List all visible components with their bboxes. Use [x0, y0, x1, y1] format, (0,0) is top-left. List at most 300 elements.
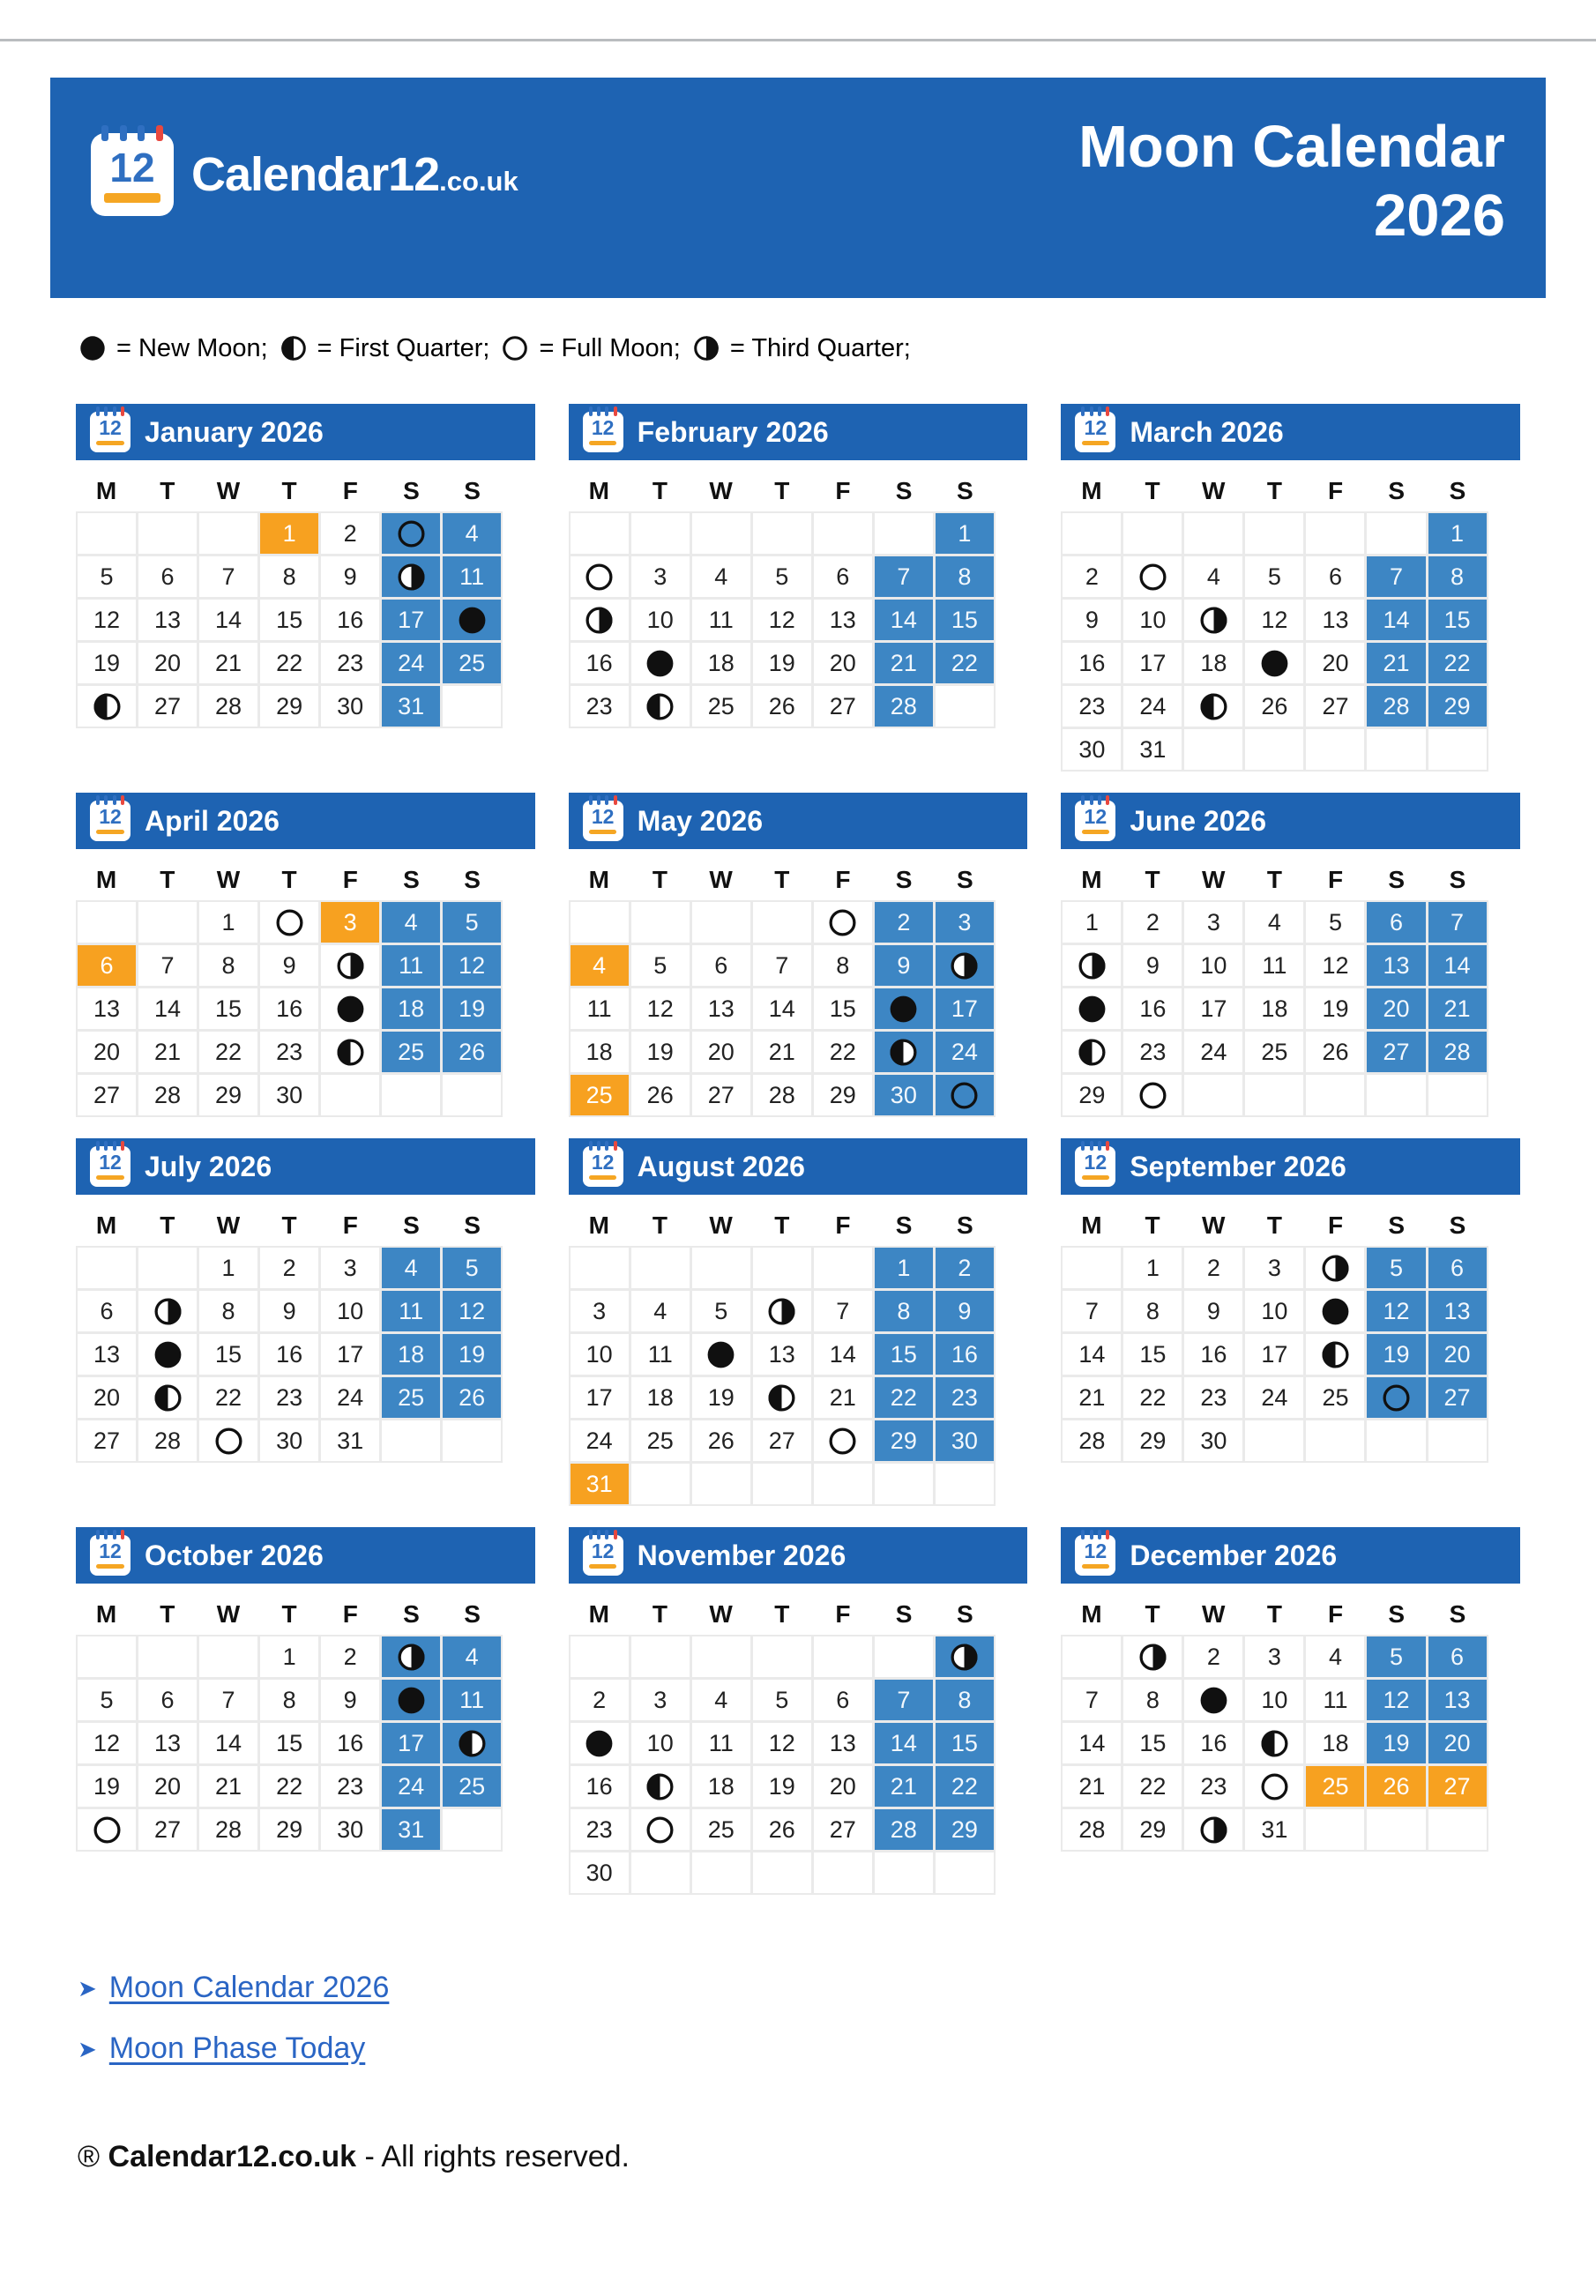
day-cell-moon-full[interactable]	[814, 1420, 872, 1461]
day-cell[interactable]: 21	[199, 1766, 257, 1807]
day-cell[interactable]: 19	[753, 1766, 811, 1807]
day-cell-moon-new[interactable]	[692, 1334, 750, 1375]
day-cell[interactable]: 18	[692, 643, 750, 683]
day-cell[interactable]: 21	[875, 643, 933, 683]
day-cell[interactable]: 23	[936, 1377, 994, 1418]
day-cell[interactable]: 17	[382, 600, 440, 640]
day-cell[interactable]: 12	[443, 945, 501, 986]
day-cell[interactable]: 10	[631, 600, 690, 640]
day-cell[interactable]: 13	[692, 988, 750, 1029]
day-cell[interactable]: 21	[199, 643, 257, 683]
day-cell[interactable]: 1	[1063, 902, 1121, 943]
day-cell[interactable]: 28	[753, 1075, 811, 1115]
day-cell[interactable]: 15	[1123, 1334, 1182, 1375]
day-cell[interactable]: 1	[936, 513, 994, 554]
day-cell[interactable]: 27	[1428, 1377, 1487, 1418]
day-cell[interactable]: 30	[260, 1420, 318, 1461]
day-cell[interactable]: 19	[1367, 1723, 1425, 1763]
day-cell[interactable]: 2	[321, 513, 379, 554]
day-cell[interactable]: 23	[571, 1809, 629, 1850]
day-cell[interactable]: 22	[936, 1766, 994, 1807]
day-cell[interactable]: 3	[321, 902, 379, 943]
day-cell[interactable]: 2	[1063, 556, 1121, 597]
day-cell[interactable]: 23	[1063, 686, 1121, 727]
day-cell-moon-new[interactable]	[382, 1680, 440, 1720]
day-cell[interactable]: 23	[1184, 1377, 1242, 1418]
day-cell[interactable]: 16	[1123, 988, 1182, 1029]
day-cell[interactable]: 16	[1063, 643, 1121, 683]
day-cell[interactable]: 7	[1428, 902, 1487, 943]
day-cell[interactable]: 24	[321, 1377, 379, 1418]
day-cell[interactable]: 23	[1123, 1032, 1182, 1072]
day-cell[interactable]: 16	[1184, 1723, 1242, 1763]
day-cell[interactable]: 21	[814, 1377, 872, 1418]
day-cell[interactable]: 29	[814, 1075, 872, 1115]
day-cell-moon-third[interactable]	[321, 945, 379, 986]
day-cell[interactable]: 29	[260, 686, 318, 727]
day-cell[interactable]: 18	[382, 1334, 440, 1375]
day-cell[interactable]: 5	[443, 902, 501, 943]
day-cell[interactable]: 25	[382, 1032, 440, 1072]
day-cell[interactable]: 16	[321, 1723, 379, 1763]
day-cell[interactable]: 30	[936, 1420, 994, 1461]
day-cell[interactable]: 31	[1245, 1809, 1303, 1850]
day-cell[interactable]: 24	[571, 1420, 629, 1461]
day-cell[interactable]: 12	[1306, 945, 1364, 986]
day-cell[interactable]: 18	[1306, 1723, 1364, 1763]
day-cell[interactable]: 6	[78, 1291, 136, 1331]
day-cell-moon-first[interactable]	[1063, 1032, 1121, 1072]
day-cell[interactable]: 3	[631, 556, 690, 597]
day-cell[interactable]: 27	[753, 1420, 811, 1461]
day-cell[interactable]: 19	[1367, 1334, 1425, 1375]
day-cell[interactable]: 15	[936, 1723, 994, 1763]
day-cell[interactable]: 14	[1063, 1723, 1121, 1763]
day-cell[interactable]: 8	[936, 556, 994, 597]
day-cell[interactable]: 30	[1063, 729, 1121, 770]
day-cell[interactable]: 26	[1306, 1032, 1364, 1072]
day-cell[interactable]: 21	[1063, 1766, 1121, 1807]
day-cell[interactable]: 20	[1306, 643, 1364, 683]
day-cell-moon-new[interactable]	[443, 600, 501, 640]
day-cell[interactable]: 18	[571, 1032, 629, 1072]
day-cell[interactable]: 27	[1367, 1032, 1425, 1072]
day-cell[interactable]: 15	[814, 988, 872, 1029]
day-cell-moon-first[interactable]	[321, 1032, 379, 1072]
day-cell-moon-third[interactable]	[382, 1636, 440, 1677]
day-cell[interactable]: 27	[814, 686, 872, 727]
day-cell[interactable]: 24	[382, 1766, 440, 1807]
day-cell-moon-third[interactable]	[571, 600, 629, 640]
day-cell[interactable]: 22	[1428, 643, 1487, 683]
day-cell-moon-first[interactable]	[753, 1377, 811, 1418]
day-cell-moon-first[interactable]	[1184, 686, 1242, 727]
day-cell[interactable]: 20	[138, 1766, 197, 1807]
day-cell-moon-first[interactable]	[1306, 1334, 1364, 1375]
day-cell[interactable]: 27	[814, 1809, 872, 1850]
day-cell[interactable]: 31	[571, 1464, 629, 1504]
day-cell[interactable]: 6	[138, 556, 197, 597]
day-cell[interactable]: 9	[321, 556, 379, 597]
day-cell-moon-new[interactable]	[631, 643, 690, 683]
day-cell[interactable]: 17	[571, 1377, 629, 1418]
day-cell[interactable]: 7	[1367, 556, 1425, 597]
day-cell-moon-third[interactable]	[753, 1291, 811, 1331]
day-cell[interactable]: 28	[1063, 1420, 1121, 1461]
day-cell[interactable]: 28	[138, 1075, 197, 1115]
day-cell[interactable]: 22	[260, 643, 318, 683]
day-cell-moon-full[interactable]	[260, 902, 318, 943]
day-cell[interactable]: 20	[78, 1377, 136, 1418]
day-cell-moon-full[interactable]	[382, 513, 440, 554]
day-cell[interactable]: 29	[199, 1075, 257, 1115]
day-cell[interactable]: 20	[692, 1032, 750, 1072]
day-cell[interactable]: 4	[382, 902, 440, 943]
day-cell[interactable]: 22	[1123, 1377, 1182, 1418]
day-cell[interactable]: 25	[571, 1075, 629, 1115]
day-cell[interactable]: 2	[1123, 902, 1182, 943]
day-cell[interactable]: 16	[571, 1766, 629, 1807]
day-cell[interactable]: 16	[321, 600, 379, 640]
day-cell[interactable]: 31	[382, 1809, 440, 1850]
day-cell[interactable]: 10	[1184, 945, 1242, 986]
day-cell[interactable]: 20	[1428, 1723, 1487, 1763]
day-cell[interactable]: 3	[571, 1291, 629, 1331]
day-cell[interactable]: 8	[814, 945, 872, 986]
day-cell[interactable]: 30	[1184, 1420, 1242, 1461]
day-cell[interactable]: 21	[1063, 1377, 1121, 1418]
day-cell[interactable]: 29	[1428, 686, 1487, 727]
day-cell[interactable]: 15	[1428, 600, 1487, 640]
day-cell[interactable]: 9	[1063, 600, 1121, 640]
day-cell[interactable]: 6	[78, 945, 136, 986]
day-cell[interactable]: 6	[138, 1680, 197, 1720]
day-cell[interactable]: 2	[1184, 1248, 1242, 1288]
day-cell[interactable]: 13	[1367, 945, 1425, 986]
day-cell-moon-new[interactable]	[1306, 1291, 1364, 1331]
day-cell[interactable]: 26	[753, 686, 811, 727]
day-cell[interactable]: 31	[321, 1420, 379, 1461]
day-cell-moon-full[interactable]	[814, 902, 872, 943]
day-cell[interactable]: 28	[875, 686, 933, 727]
day-cell[interactable]: 18	[1184, 643, 1242, 683]
day-cell[interactable]: 10	[1123, 600, 1182, 640]
day-cell[interactable]: 18	[692, 1766, 750, 1807]
day-cell[interactable]: 10	[1245, 1291, 1303, 1331]
day-cell[interactable]: 5	[443, 1248, 501, 1288]
day-cell[interactable]: 13	[78, 988, 136, 1029]
day-cell[interactable]: 8	[199, 945, 257, 986]
day-cell[interactable]: 23	[1184, 1766, 1242, 1807]
day-cell[interactable]: 2	[936, 1248, 994, 1288]
day-cell[interactable]: 9	[260, 945, 318, 986]
day-cell[interactable]: 1	[260, 1636, 318, 1677]
day-cell[interactable]: 1	[199, 1248, 257, 1288]
day-cell[interactable]: 15	[936, 600, 994, 640]
day-cell[interactable]: 3	[1184, 902, 1242, 943]
day-cell[interactable]: 7	[1063, 1680, 1121, 1720]
day-cell-moon-first[interactable]	[78, 686, 136, 727]
day-cell[interactable]: 25	[382, 1377, 440, 1418]
day-cell[interactable]: 20	[1367, 988, 1425, 1029]
day-cell[interactable]: 22	[260, 1766, 318, 1807]
day-cell[interactable]: 6	[1367, 902, 1425, 943]
day-cell[interactable]: 13	[814, 600, 872, 640]
day-cell[interactable]: 29	[1123, 1420, 1182, 1461]
day-cell[interactable]: 10	[571, 1334, 629, 1375]
day-cell[interactable]: 23	[260, 1377, 318, 1418]
day-cell[interactable]: 9	[321, 1680, 379, 1720]
day-cell[interactable]: 28	[875, 1809, 933, 1850]
day-cell[interactable]: 30	[260, 1075, 318, 1115]
day-cell-moon-first[interactable]	[1245, 1723, 1303, 1763]
day-cell[interactable]: 5	[1367, 1248, 1425, 1288]
day-cell[interactable]: 3	[631, 1680, 690, 1720]
day-cell[interactable]: 24	[1184, 1032, 1242, 1072]
day-cell[interactable]: 28	[138, 1420, 197, 1461]
day-cell[interactable]: 1	[1123, 1248, 1182, 1288]
day-cell[interactable]: 26	[692, 1420, 750, 1461]
day-cell-moon-new[interactable]	[138, 1334, 197, 1375]
day-cell[interactable]: 1	[260, 513, 318, 554]
day-cell[interactable]: 7	[199, 556, 257, 597]
day-cell[interactable]: 6	[1306, 556, 1364, 597]
day-cell[interactable]: 26	[631, 1075, 690, 1115]
day-cell[interactable]: 21	[875, 1766, 933, 1807]
day-cell[interactable]: 2	[571, 1680, 629, 1720]
day-cell[interactable]: 4	[443, 513, 501, 554]
day-cell[interactable]: 8	[260, 556, 318, 597]
day-cell[interactable]: 25	[631, 1420, 690, 1461]
day-cell[interactable]: 5	[753, 556, 811, 597]
day-cell[interactable]: 25	[692, 1809, 750, 1850]
day-cell[interactable]: 7	[138, 945, 197, 986]
day-cell[interactable]: 28	[199, 686, 257, 727]
day-cell[interactable]: 2	[1184, 1636, 1242, 1677]
day-cell[interactable]: 3	[1245, 1248, 1303, 1288]
day-cell[interactable]: 20	[814, 1766, 872, 1807]
day-cell[interactable]: 19	[631, 1032, 690, 1072]
day-cell[interactable]: 29	[1063, 1075, 1121, 1115]
day-cell[interactable]: 12	[443, 1291, 501, 1331]
day-cell[interactable]: 27	[78, 1420, 136, 1461]
day-cell[interactable]: 4	[1245, 902, 1303, 943]
day-cell[interactable]: 11	[1245, 945, 1303, 986]
day-cell[interactable]: 14	[199, 1723, 257, 1763]
day-cell-moon-new[interactable]	[1184, 1680, 1242, 1720]
day-cell-moon-new[interactable]	[1063, 988, 1121, 1029]
day-cell[interactable]: 11	[443, 556, 501, 597]
day-cell-moon-third[interactable]	[382, 556, 440, 597]
day-cell[interactable]: 27	[138, 686, 197, 727]
calendar12-logo[interactable]	[91, 132, 518, 217]
day-cell[interactable]: 5	[631, 945, 690, 986]
day-cell[interactable]: 23	[571, 686, 629, 727]
day-cell[interactable]: 9	[1184, 1291, 1242, 1331]
day-cell[interactable]: 12	[78, 1723, 136, 1763]
day-cell[interactable]: 14	[753, 988, 811, 1029]
day-cell[interactable]: 14	[1428, 945, 1487, 986]
day-cell[interactable]: 19	[443, 988, 501, 1029]
day-cell[interactable]: 30	[571, 1852, 629, 1893]
day-cell[interactable]: 20	[78, 1032, 136, 1072]
day-cell[interactable]: 29	[875, 1420, 933, 1461]
day-cell-moon-first[interactable]	[631, 1766, 690, 1807]
day-cell[interactable]: 15	[199, 1334, 257, 1375]
day-cell[interactable]: 18	[631, 1377, 690, 1418]
day-cell[interactable]: 8	[875, 1291, 933, 1331]
day-cell[interactable]: 7	[875, 556, 933, 597]
day-cell[interactable]: 12	[1245, 600, 1303, 640]
day-cell[interactable]: 20	[138, 643, 197, 683]
day-cell[interactable]: 8	[199, 1291, 257, 1331]
day-cell[interactable]: 9	[875, 945, 933, 986]
day-cell[interactable]: 26	[1245, 686, 1303, 727]
day-cell[interactable]: 22	[875, 1377, 933, 1418]
day-cell[interactable]: 6	[1428, 1636, 1487, 1677]
day-cell-moon-third[interactable]	[1063, 945, 1121, 986]
day-cell-moon-third[interactable]	[1123, 1636, 1182, 1677]
day-cell[interactable]: 4	[1306, 1636, 1364, 1677]
day-cell[interactable]: 1	[1428, 513, 1487, 554]
day-cell[interactable]: 5	[753, 1680, 811, 1720]
day-cell-moon-first[interactable]	[443, 1723, 501, 1763]
day-cell[interactable]: 26	[443, 1377, 501, 1418]
day-cell[interactable]: 8	[1428, 556, 1487, 597]
day-cell[interactable]: 19	[78, 643, 136, 683]
day-cell[interactable]: 8	[1123, 1291, 1182, 1331]
day-cell[interactable]: 5	[78, 1680, 136, 1720]
day-cell[interactable]: 12	[1367, 1291, 1425, 1331]
day-cell[interactable]: 25	[443, 643, 501, 683]
day-cell[interactable]: 6	[814, 556, 872, 597]
day-cell[interactable]: 13	[1306, 600, 1364, 640]
day-cell[interactable]: 5	[1245, 556, 1303, 597]
day-cell[interactable]: 5	[78, 556, 136, 597]
day-cell-moon-full[interactable]	[631, 1809, 690, 1850]
day-cell[interactable]: 15	[199, 988, 257, 1029]
day-cell[interactable]: 10	[321, 1291, 379, 1331]
day-cell[interactable]: 10	[1245, 1680, 1303, 1720]
day-cell[interactable]: 13	[138, 600, 197, 640]
day-cell[interactable]: 24	[382, 643, 440, 683]
day-cell[interactable]: 5	[1367, 1636, 1425, 1677]
day-cell[interactable]: 17	[1184, 988, 1242, 1029]
day-cell[interactable]: 31	[1123, 729, 1182, 770]
day-cell[interactable]: 19	[1306, 988, 1364, 1029]
day-cell[interactable]: 2	[260, 1248, 318, 1288]
day-cell[interactable]: 14	[138, 988, 197, 1029]
day-cell[interactable]: 27	[1428, 1766, 1487, 1807]
day-cell[interactable]: 25	[1306, 1766, 1364, 1807]
day-cell[interactable]: 25	[1306, 1377, 1364, 1418]
day-cell[interactable]: 17	[936, 988, 994, 1029]
day-cell[interactable]: 30	[321, 1809, 379, 1850]
day-cell[interactable]: 24	[1123, 686, 1182, 727]
day-cell[interactable]: 1	[875, 1248, 933, 1288]
day-cell[interactable]: 27	[1306, 686, 1364, 727]
link-moon-calendar-2026[interactable]: Moon Calendar 2026	[108, 1971, 390, 2004]
day-cell-moon-third[interactable]	[1184, 600, 1242, 640]
day-cell[interactable]: 18	[1245, 988, 1303, 1029]
day-cell[interactable]: 19	[753, 643, 811, 683]
day-cell[interactable]: 16	[260, 1334, 318, 1375]
day-cell[interactable]: 19	[692, 1377, 750, 1418]
day-cell[interactable]: 14	[1063, 1334, 1121, 1375]
day-cell[interactable]: 28	[1063, 1809, 1121, 1850]
day-cell[interactable]: 12	[78, 600, 136, 640]
day-cell[interactable]: 16	[260, 988, 318, 1029]
day-cell[interactable]: 13	[814, 1723, 872, 1763]
day-cell[interactable]: 26	[443, 1032, 501, 1072]
day-cell[interactable]: 26	[753, 1809, 811, 1850]
day-cell[interactable]: 21	[1367, 643, 1425, 683]
day-cell[interactable]: 4	[443, 1636, 501, 1677]
day-cell[interactable]: 14	[875, 1723, 933, 1763]
day-cell[interactable]: 11	[571, 988, 629, 1029]
day-cell[interactable]: 2	[875, 902, 933, 943]
day-cell-moon-full[interactable]	[936, 1075, 994, 1115]
day-cell[interactable]: 4	[692, 556, 750, 597]
day-cell[interactable]: 20	[1428, 1334, 1487, 1375]
day-cell-moon-full[interactable]	[1367, 1377, 1425, 1418]
day-cell[interactable]: 26	[1367, 1766, 1425, 1807]
day-cell[interactable]: 11	[382, 1291, 440, 1331]
day-cell[interactable]: 8	[260, 1680, 318, 1720]
day-cell[interactable]: 4	[1184, 556, 1242, 597]
day-cell-moon-third[interactable]	[936, 1636, 994, 1677]
day-cell[interactable]: 1	[199, 902, 257, 943]
day-cell-moon-first[interactable]	[631, 686, 690, 727]
day-cell-moon-first[interactable]	[875, 1032, 933, 1072]
day-cell-moon-third[interactable]	[1184, 1809, 1242, 1850]
day-cell[interactable]: 25	[692, 686, 750, 727]
day-cell[interactable]: 27	[692, 1075, 750, 1115]
day-cell-moon-full[interactable]	[571, 556, 629, 597]
day-cell[interactable]: 11	[443, 1680, 501, 1720]
day-cell[interactable]: 13	[138, 1723, 197, 1763]
day-cell[interactable]: 31	[382, 686, 440, 727]
day-cell[interactable]: 6	[692, 945, 750, 986]
day-cell-moon-third[interactable]	[1306, 1248, 1364, 1288]
day-cell[interactable]: 30	[321, 686, 379, 727]
day-cell[interactable]: 16	[571, 643, 629, 683]
day-cell[interactable]: 17	[321, 1334, 379, 1375]
day-cell[interactable]: 12	[753, 1723, 811, 1763]
day-cell[interactable]: 16	[936, 1334, 994, 1375]
day-cell-moon-third[interactable]	[936, 945, 994, 986]
day-cell-moon-new[interactable]	[571, 1723, 629, 1763]
day-cell[interactable]: 15	[260, 600, 318, 640]
day-cell[interactable]: 7	[199, 1680, 257, 1720]
day-cell-moon-full[interactable]	[199, 1420, 257, 1461]
day-cell[interactable]: 6	[1428, 1248, 1487, 1288]
day-cell[interactable]: 27	[138, 1809, 197, 1850]
day-cell[interactable]: 28	[199, 1809, 257, 1850]
day-cell[interactable]: 24	[936, 1032, 994, 1072]
day-cell[interactable]: 16	[1184, 1334, 1242, 1375]
day-cell[interactable]: 4	[631, 1291, 690, 1331]
day-cell[interactable]: 9	[936, 1291, 994, 1331]
day-cell[interactable]: 20	[814, 643, 872, 683]
day-cell[interactable]: 15	[1123, 1723, 1182, 1763]
day-cell[interactable]: 27	[78, 1075, 136, 1115]
day-cell[interactable]: 24	[1245, 1377, 1303, 1418]
day-cell[interactable]: 11	[382, 945, 440, 986]
day-cell[interactable]: 18	[382, 988, 440, 1029]
day-cell[interactable]: 22	[936, 643, 994, 683]
day-cell[interactable]: 17	[382, 1723, 440, 1763]
